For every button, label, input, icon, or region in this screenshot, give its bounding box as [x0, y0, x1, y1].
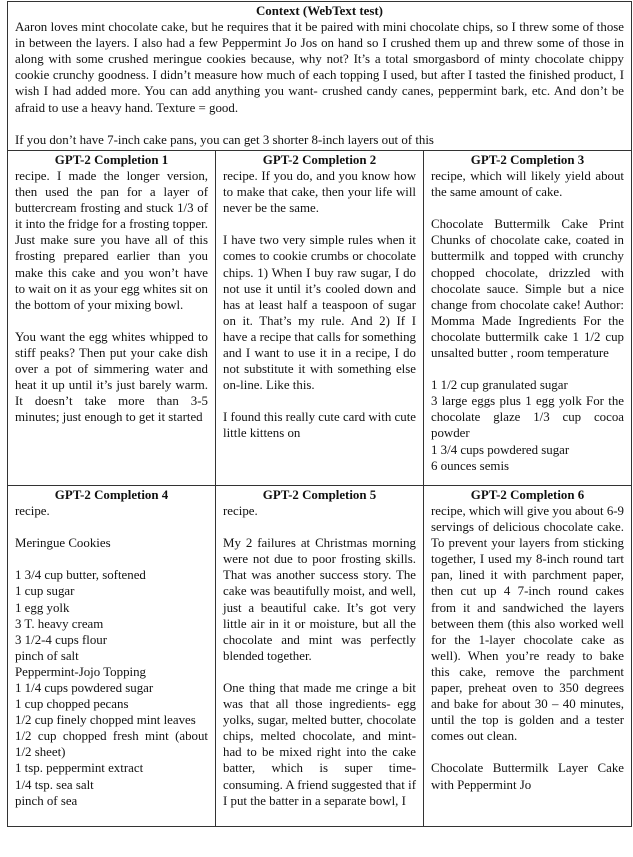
completion-title: GPT-2 Completion 3 [470, 152, 585, 167]
completion-cell-5 [216, 485, 424, 826]
completion-cell-6 [424, 485, 632, 826]
completion-cell-4 [8, 485, 216, 826]
completion-title: GPT-2 Completion 6 [470, 487, 585, 502]
completion-text: recipe. If you do, and you know how to make that cake, then your life will never be the same. I have two very simple rules when it comes to cookie crumbs or chocolate chips. 1) When I buy raw sugar, I do not use it until it’s cooled down and has at least half a teaspoon of sugar on it. That’s my rule. And 2) If I have a recipe that calls for something and I want to use it in a recipe, I do not substitute it with something else on-line. Like this. I found this really cute card with cute little kittens on [223, 168, 416, 441]
completion-text: recipe, which will give you about 6-9 servings of delicious chocolate cake. To prevent your layers from sticking together, I used my 8-inch round tart pan, lined it with parchment paper, then cut up 4 7-inch round cakes from it and sandwiched the layers between them (this also worked well for the 1-layer chocolate cake as well). When you’re ready to bake this cake, remove the parchment paper, preheat oven to 350 degrees and bake for about 30 – 40 minutes, until the top is golden and a tester comes out clean. Chocolate Buttermilk Layer Cake with Peppermint Jo [431, 503, 624, 792]
context-title: Context (WebText test) [256, 4, 383, 18]
completions-table [7, 1, 632, 827]
completion-text: recipe, which will likely yield about the same amount of cake. Chocolate Buttermilk Cake Print Chunks of chocolate cake, coated in buttermilk and topped with crunchy chopped chocolate, drizzled with chocolate sauce. Simple but a nice change from chocolate cake! Author: Momma Made Ingredients For the chocolate buttermilk cake 1 1/2 cup unsalted butter , room temperature 1 1/2 cup granulated sugar 3 large eggs plus 1 egg yolk For the chocolate glaze 1/3 cup cocoa powder 1 3/4 cups powdered sugar 6 ounces semis [431, 168, 624, 473]
completion-title: GPT-2 Completion 4 [54, 487, 169, 502]
completion-text: recipe. I made the longer version, then used the pan for a layer of buttercream frosting and stuck 1/3 of it into the fridge for a frosting topper. Just make sure you have all of this frosting prepared earlier than you make this cake and you won’t have to wait on it as your egg whites sit on the bottom of your mixing bowl. You want the egg whites whipped to stiff peaks? Then put your cake dish over a pot of simmering water and heat it up until it’s just barely warm. It doesn’t take more than 3-5 minutes; just enough to get it started [15, 168, 208, 425]
completion-title: GPT-2 Completion 5 [262, 487, 377, 502]
completion-cell-2 [216, 150, 424, 485]
completion-cell-1 [8, 150, 216, 485]
completion-title: GPT-2 Completion 1 [54, 152, 169, 167]
context-text: Aaron loves mint chocolate cake, but he requires that it be paired with mini chocolate chips, so I threw some of those in between the layers. I also had a few Peppermint Jo Jos on hand so I crushed them up and threw some of those in along with some crushed meringue cookies because, why not? It’s a total smorgasbord of minty chocolate chippy cookie crunchy goodness. I didn’t measure how much of each topping I used, but after I tasted the finished product, I wish I had added more. You can add anything you want- crushed candy canes, peppermint bark, etc. And don’t be afraid to use a heavy hand. Texture = good. If you don’t have 7-inch cake pans, you can get 3 shorter 8-inch layers out of this [15, 20, 624, 147]
context-cell [8, 2, 632, 151]
completion-text: recipe. My 2 failures at Christmas morning were not due to poor frosting skills. That was another success story. The cake was beautifully moist, and well, just a beautiful cake. It’s got very little air in it or moisture, but all the chocolate and mint was perfectly blended together. One thing that made me cringe a bit was that all those ingredients- egg yolks, sugar, melted butter, chocolate chips, melted chocolate, and mint- had to be mixed right into the cake batter, which is super time-consuming. A friend suggested that if I put the batter in a separate bowl, I [223, 503, 416, 808]
completion-title: GPT-2 Completion 2 [262, 152, 377, 167]
completion-cell-3 [424, 150, 632, 485]
completion-text: recipe. Meringue Cookies 1 3/4 cup butter, softened 1 cup sugar 1 egg yolk 3 T. heavy cream 3 1/2-4 cups flour pinch of salt Peppermint-Jojo Topping 1 1/4 cups powdered sugar 1 cup chopped pecans 1/2 cup finely chopped mint leaves 1/2 cup chopped fresh mint (about 1/2 sheet) 1 tsp. peppermint extract 1/4 tsp. sea salt pinch of sea [15, 503, 208, 808]
